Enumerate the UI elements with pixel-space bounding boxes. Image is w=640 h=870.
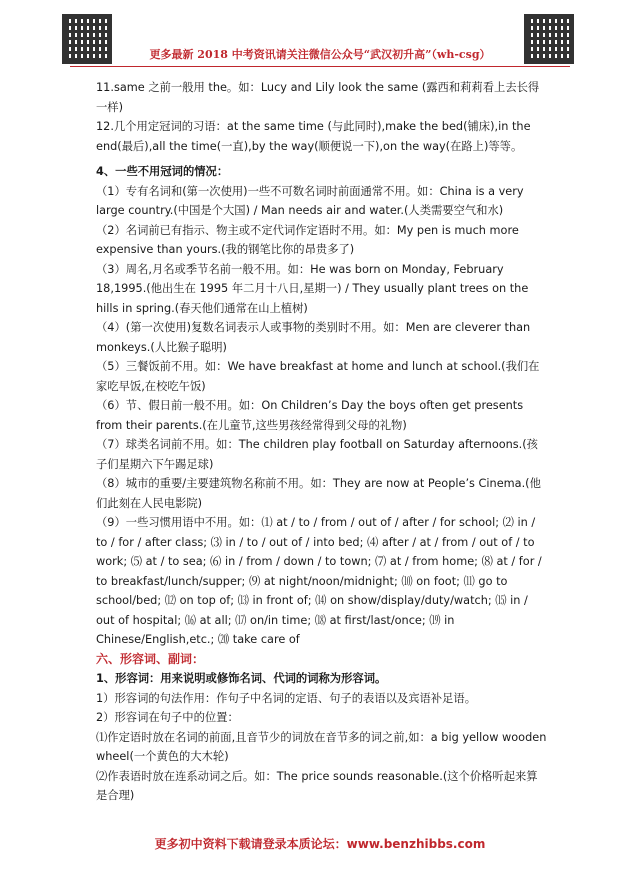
page-footer: 更多初中资料下载请登录本质论坛：www.benzhibbs.com — [154, 837, 486, 851]
paragraph: （4）(第一次使用)复数名词表示人或事物的类别时不用。如：Men are cleverer than monkeys.(人比猴子聪明) — [96, 321, 531, 354]
paragraph: 11.same 之前一般用 the。如：Lucy and Lily look the same (露西和莉莉看上去长得一样) — [96, 81, 540, 114]
paragraph: （5）三餐饭前不用。如：We have breakfast at home and lunch at school.(我们在家吃早饭,在校吃午饭) — [96, 360, 540, 393]
page-header: 更多最新 2018 中考资讯请关注微信公众号“武汉初升高”（wh-csg） — [149, 48, 491, 61]
paragraph: （3）周名,月名或季节名前一般不用。如：He was born on Monday, February 18,1995.(他出生在 1995 年二月十八日,星期一) / They usually plant trees on the hills in spring.(春天他们通常在山上植树) — [96, 262, 529, 315]
paragraph: （8）城市的重要/主要建筑物名称前不用。如：They are now at People’s Cinema.(他们此刻在人民电影院) — [96, 477, 541, 510]
section-heading: 4、一些不用冠词的情况： — [96, 165, 229, 178]
paragraph: （6）节、假日前一般不用。如：On Children’s Day the boys often get presents from their parents.(在儿童节,这些男孩经常得到父母的礼物) — [96, 399, 524, 432]
chapter-heading: 六、形容词、副词： — [96, 651, 205, 666]
paragraph: 2）形容词在句子中的位置： — [96, 711, 239, 724]
paragraph: ⑵作表语时放在连系动词之后。如：The price sounds reasonable.(这个价格听起来算是合理) — [96, 769, 538, 802]
document-body — [96, 78, 548, 806]
header-rule — [70, 66, 570, 67]
paragraph: （7）球类名词前不用。如：The children play football on Saturday afternoons.(孩子们星期六下午踢足球) — [96, 438, 538, 471]
paragraph: （1）专有名词和(第一次使用)一些不可数名词时前面通常不用。如：China is a very large country.(中国是个大国) / Man needs air and water.(人类需要空气和水) — [96, 184, 524, 217]
paragraph: （9）一些习惯用语中不用。如：⑴ at / to / from / out of / after / for school; ⑵ in / to / for / after class; ⑶ in / to / out of / into bed; ⑷ after / at / from / out of / to work; ⑸ at / to sea; ⑹ in / from / down / to town; ⑺ at / from home; ⑻ at / for / to breakfast/lunch/supper; ⑼ at night/noon/midnight; ⑽ on foot; ⑾ go to school/bed; ⑿ on top of; ⒀ in front of; ⒁ on show/display/duty/watch; ⒂ in / out of hospital; ⒃ at all; ⒄ on/in time; ⒅ at first/last/once; ⒆ in Chinese/English,etc.; ⒇ take care of — [96, 516, 542, 646]
paragraph: （2）名词前已有指示、物主或不定代词作定语时不用。如：My pen is much more expensive than yours.(我的钢笔比你的昂贵多了) — [96, 223, 519, 256]
paragraph: 1）形容词的句法作用：作句子中名词的定语、句子的表语以及宾语补足语。 — [96, 691, 476, 705]
subsection-heading: 1、形容词：用来说明或修饰名词、代词的词称为形容词。 — [96, 672, 387, 685]
paragraph: ⑴作定语时放在名词的前面,且音节少的词放在音节多的词之前,如：a big yellow wooden wheel(一个黄色的大木轮) — [96, 730, 547, 763]
paragraph: 12.几个用定冠词的习语：at the same time (与此同时),make the bed(铺床),in the end(最后),all the time(一直),by the way(顺便说一下),on the way(在路上)等等。 — [96, 120, 531, 153]
